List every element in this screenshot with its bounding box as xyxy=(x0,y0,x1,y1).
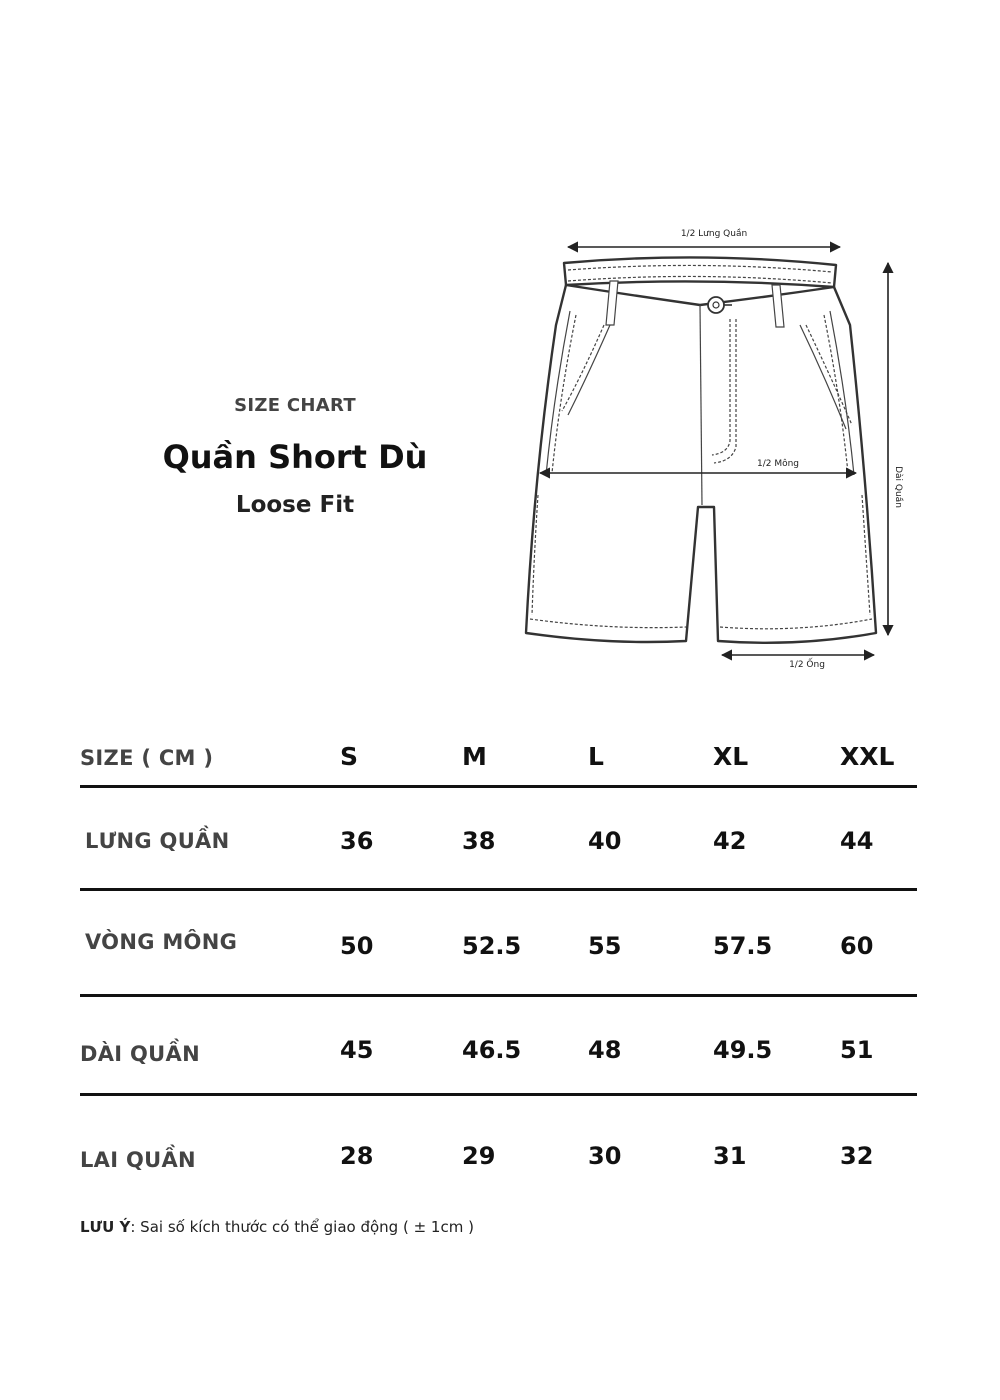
table-cell: 28 xyxy=(340,1142,374,1170)
row-label-waist: LƯNG QUẦN xyxy=(85,829,230,853)
length-label: Dài Quần xyxy=(893,466,903,508)
shorts-illustration xyxy=(510,215,910,685)
table-cell: 44 xyxy=(840,827,874,855)
table-cell: 52.5 xyxy=(462,932,522,960)
table-cell: 32 xyxy=(840,1142,874,1170)
table-cell: 42 xyxy=(713,827,747,855)
note-text: : Sai số kích thước có thể giao động ( ± 1cm ) xyxy=(130,1218,474,1236)
table-row xyxy=(80,1032,917,1092)
table-divider xyxy=(80,888,917,891)
tolerance-note xyxy=(80,1218,474,1236)
fit-label: Loose Fit xyxy=(235,492,355,518)
table-cell: 51 xyxy=(840,1036,874,1064)
table-cell: 38 xyxy=(462,827,496,855)
product-title: Quần Short Dù xyxy=(162,438,428,476)
row-label-hem: LAI QUẦN xyxy=(80,1148,196,1172)
table-cell: 30 xyxy=(588,1142,622,1170)
size-s-header: S xyxy=(340,742,359,771)
table-cell: 49.5 xyxy=(713,1036,773,1064)
table-cell: 36 xyxy=(340,827,374,855)
title-block xyxy=(120,395,470,518)
row-label-length: DÀI QUẦN xyxy=(80,1042,200,1066)
table-divider xyxy=(80,1093,917,1096)
table-cell: 46.5 xyxy=(462,1036,522,1064)
table-row xyxy=(80,1138,917,1198)
table-divider xyxy=(80,994,917,997)
button-icon xyxy=(708,297,724,313)
shorts-diagram xyxy=(510,215,910,685)
table-row xyxy=(80,928,917,988)
note-prefix: LƯU Ý xyxy=(80,1218,131,1236)
table-cell: 45 xyxy=(340,1036,374,1064)
size-l-header: L xyxy=(588,742,604,771)
table-row xyxy=(80,825,917,885)
leg-label: 1/2 Ống xyxy=(789,660,825,670)
table-cell: 48 xyxy=(588,1036,622,1064)
size-unit-header: SIZE ( CM ) xyxy=(80,746,214,770)
table-cell: 50 xyxy=(340,932,374,960)
table-cell: 55 xyxy=(588,932,622,960)
table-cell: 31 xyxy=(713,1142,747,1170)
size-xl-header: XL xyxy=(713,742,749,771)
hip-label: 1/2 Mông xyxy=(756,459,800,469)
table-cell: 60 xyxy=(840,932,874,960)
size-m-header: M xyxy=(462,742,487,771)
table-cell: 40 xyxy=(588,827,622,855)
table-header-row xyxy=(80,730,917,790)
table-divider xyxy=(80,785,917,788)
size-xxl-header: XXL xyxy=(840,742,895,771)
table-cell: 57.5 xyxy=(713,932,773,960)
table-cell: 29 xyxy=(462,1142,496,1170)
size-table xyxy=(80,730,917,1172)
row-label-hip: VÒNG MÔNG xyxy=(85,930,238,954)
waist-label: 1/2 Lưng Quần xyxy=(680,229,748,239)
size-chart-kicker: SIZE CHART xyxy=(234,395,356,416)
